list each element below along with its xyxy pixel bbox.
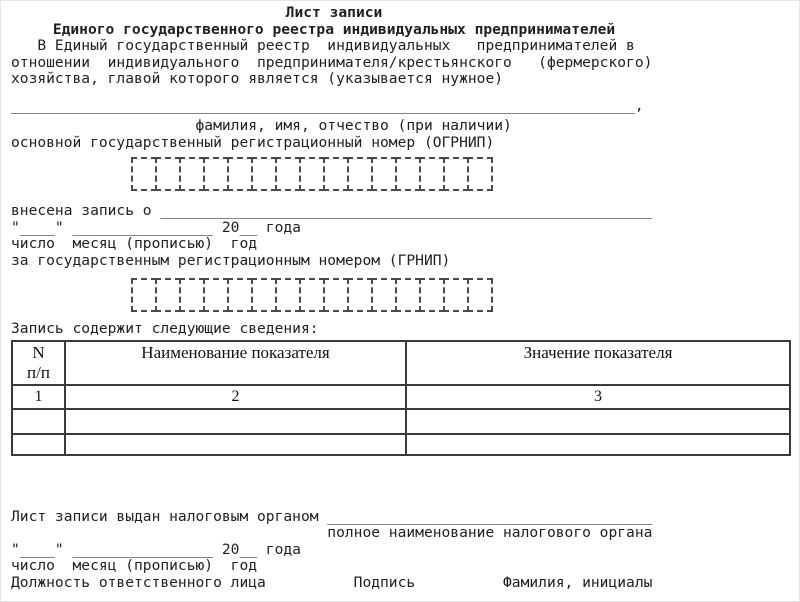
ogrnip-digit-cell xyxy=(275,157,301,191)
record-block xyxy=(11,203,657,269)
empty-cell xyxy=(65,409,406,434)
ogrnip-digit-cell xyxy=(395,157,421,191)
full-name-caption: фамилия, имя, отчество (при наличии) xyxy=(11,117,512,134)
issued-by-blank-line: Лист записи выдан налоговым органом _____________________________________ xyxy=(11,507,653,525)
ogrnip-digit-cell xyxy=(179,157,205,191)
document-subtitle: Единого государственного реестра индивидуальных предпринимателей xyxy=(52,20,616,38)
intro-paragraph-line-2: отношении индивидуального предпринимателя/крестьянского (фермерского) xyxy=(11,53,653,71)
ogrnip-digit-cell xyxy=(227,157,253,191)
empty-cell xyxy=(406,434,790,455)
grnip-digit-cell xyxy=(419,278,445,312)
record-entry-blank-line: внесена запись о ________________________________________________________ xyxy=(11,202,653,219)
empty-cell xyxy=(406,409,790,434)
ogrnip-label: основной государственный регистрационный номер (ОГРНИП) xyxy=(11,133,495,151)
empty-cell xyxy=(12,409,65,434)
ogrnip-digit-cell xyxy=(347,157,373,191)
ogrnip-digit-cell xyxy=(131,157,157,191)
ogrnip-digit-cell xyxy=(251,157,277,191)
grnip-digit-cell xyxy=(443,278,469,312)
ogrnip-digit-cell xyxy=(371,157,397,191)
header-number-line1: N xyxy=(32,342,45,362)
grnip-digit-cell xyxy=(131,278,157,312)
grnip-digit-cell xyxy=(347,278,373,312)
grnip-digit-cell xyxy=(203,278,229,312)
table-empty-row xyxy=(12,434,790,455)
table-header-row xyxy=(12,341,790,385)
empty-cell xyxy=(12,434,65,455)
table-column-number-row xyxy=(12,385,790,409)
table-caption: Запись содержит следующие сведения: xyxy=(11,320,319,337)
footer-block xyxy=(11,509,657,592)
header-number-line2: п/п xyxy=(27,362,50,382)
signature-captions-line: Должность ответственного лица Подпись Фамилия, инициалы xyxy=(11,573,653,591)
header-cell-indicator-name: Наименование показателя xyxy=(65,341,406,385)
grnip-digit-grid xyxy=(131,278,789,312)
record-date-caption: число месяц (прописью) год xyxy=(11,235,258,252)
ogrnip-digit-cell xyxy=(299,157,325,191)
header-cell-number xyxy=(12,341,65,385)
column-number-cell: 1 xyxy=(12,385,65,409)
grnip-digit-cell xyxy=(323,278,349,312)
ogrnip-digit-cell xyxy=(419,157,445,191)
footer-date-blank-line: "____" ________________ 20__ года xyxy=(11,540,301,558)
table-empty-row xyxy=(12,409,790,434)
column-number-cell: 2 xyxy=(65,385,406,409)
grnip-label: за государственным регистрационным номером (ГРНИП) xyxy=(11,251,451,269)
grnip-digit-cell xyxy=(371,278,397,312)
document-text-column xyxy=(11,5,657,151)
ogrnip-digit-cell xyxy=(443,157,469,191)
intro-paragraph-line-1: В Единый государственный реестр индивидуальных предпринимателей в xyxy=(11,37,635,54)
full-name-blank-field: _______________________________________________________________________, xyxy=(11,96,644,114)
issued-by-caption: полное наименование налогового органа xyxy=(11,524,653,541)
grnip-digit-cell xyxy=(227,278,253,312)
grnip-digit-cell xyxy=(275,278,301,312)
grnip-digit-cell xyxy=(299,278,325,312)
header-cell-indicator-value: Значение показателя xyxy=(406,341,790,385)
ogrnip-digit-cell xyxy=(155,157,181,191)
grnip-digit-cell xyxy=(467,278,493,312)
grnip-digit-cell xyxy=(395,278,421,312)
grnip-digit-cell xyxy=(179,278,205,312)
ogrnip-digit-cell xyxy=(203,157,229,191)
record-details-table xyxy=(11,340,791,456)
grnip-digit-cell xyxy=(251,278,277,312)
ogrnip-digit-grid xyxy=(131,157,789,191)
column-number-cell: 3 xyxy=(406,385,790,409)
ogrnip-digit-cell xyxy=(323,157,349,191)
grnip-digit-cell xyxy=(155,278,181,312)
empty-cell xyxy=(65,434,406,455)
record-date-blank-line: "____" ________________ 20__ года xyxy=(11,218,301,236)
document-title: Лист записи xyxy=(285,4,383,21)
ogrnip-digit-cell xyxy=(467,157,493,191)
intro-paragraph-line-3: хозяйства, главой которого является (указывается нужное) xyxy=(11,70,504,87)
footer-date-caption: число месяц (прописью) год xyxy=(11,557,258,574)
